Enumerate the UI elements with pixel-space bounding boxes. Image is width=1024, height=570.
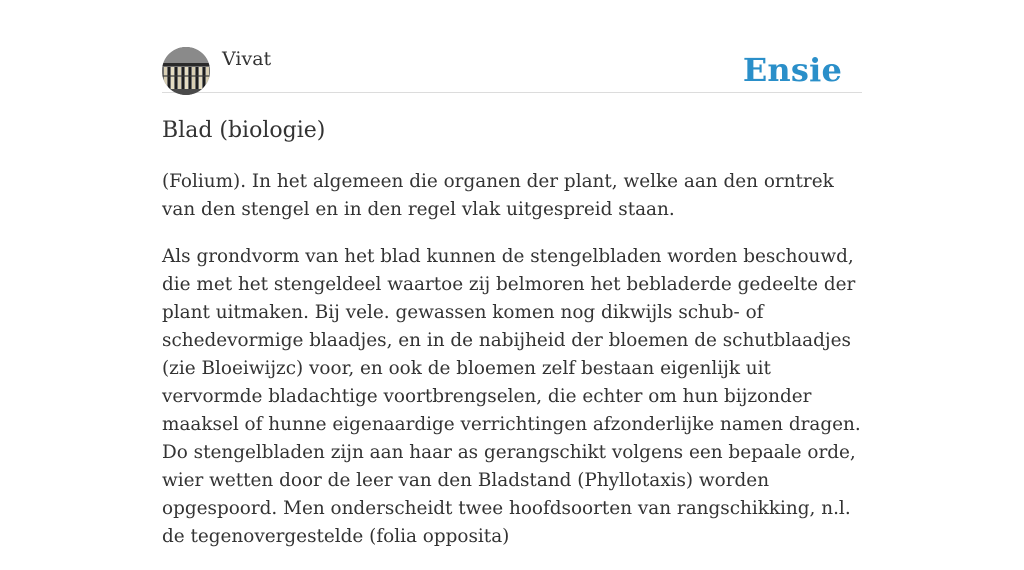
header	[162, 46, 862, 93]
source-name[interactable]: Vivat	[222, 48, 272, 70]
article-title: Blad (biologie)	[162, 118, 326, 143]
article-page	[162, 0, 862, 547]
library-shelf-icon	[162, 47, 210, 95]
article-paragraph: (Folium). In het algemeen die organen der plant, welke aan den orntrek van den stengel en in den regel vlak uitgespreid staan.	[162, 171, 834, 220]
article-paragraph: Als grondvorm van het blad kunnen de stengelbladen worden beschouwd, die met het stengeldeel waartoe zij belmoren het bebladerde gedeelte der plant uitmaken. Bij vele. gewassen komen nog dikwijls schub- of schedevormige blaadjes, en in de nabijheid der bloemen de schutblaadjes (zie Bloeiwijzc) voor, en ook de bloemen zelf bestaan eigenlijk uit vervormde bladachtige voortbrengselen, die echter om hun bijzonder maaksel of hunne eigenaardige verrichtingen afzonderlijke namen dragen. Do stengelbladen zijn aan haar as gerangschikt volgens een bepaale orde, wier wetten door de leer van den Bladstand (Phyllotaxis) worden opgespoord. Men onderscheidt twee hoofdsoorten van rangschikking, n.l. de tegenovergestelde (folia opposita)	[162, 246, 861, 547]
article-body	[162, 168, 862, 570]
brand-logo[interactable]: Ensie	[742, 51, 842, 89]
source-avatar[interactable]	[162, 47, 210, 95]
